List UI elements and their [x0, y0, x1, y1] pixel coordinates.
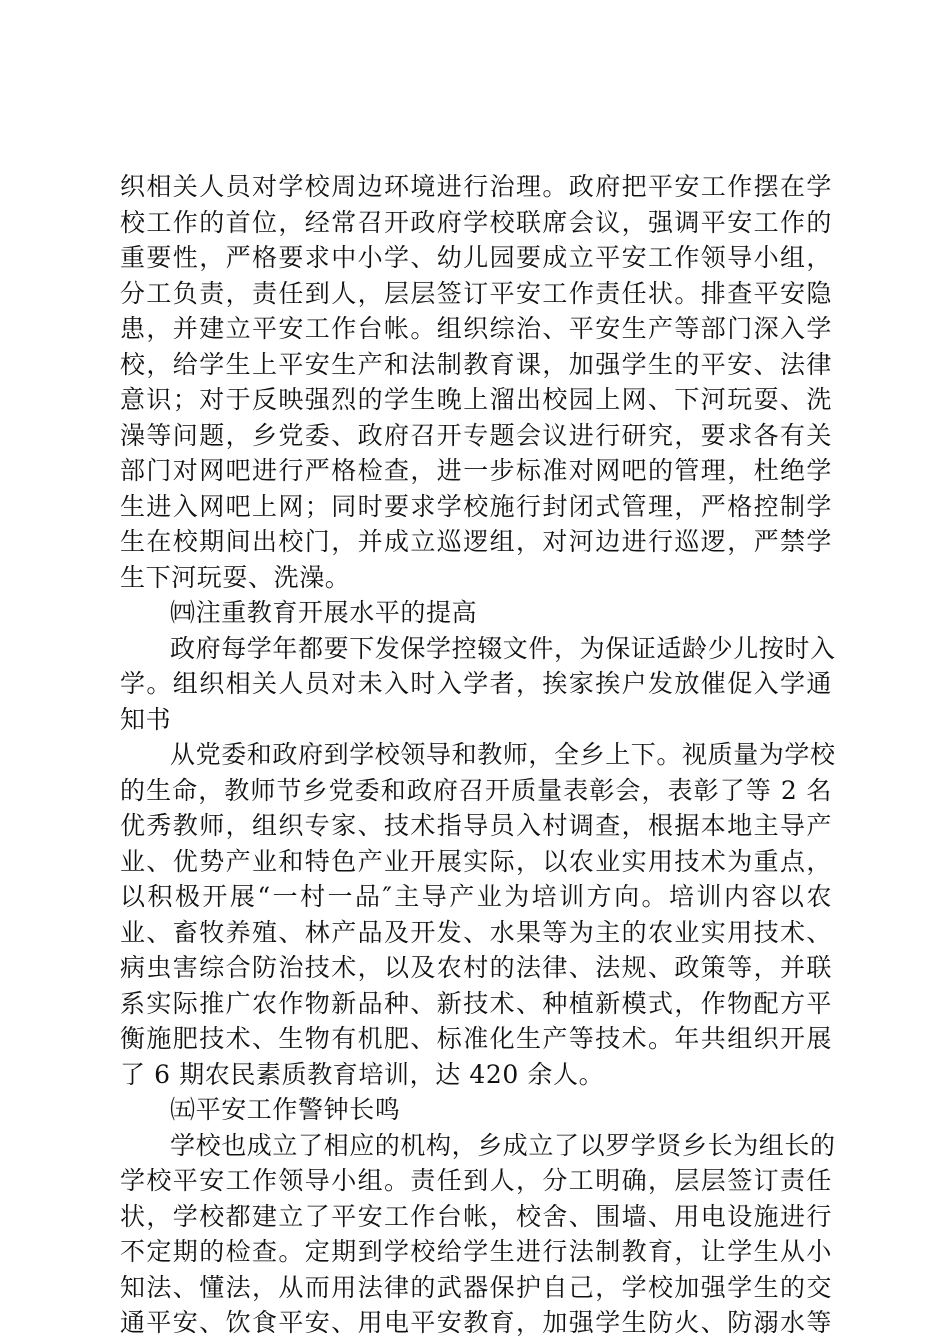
text-line: 知法、懂法，从而用法律的武器保护自己，学校加强学生的交 — [120, 1272, 832, 1302]
text-line: 不定期的检查。定期到学校给学生进行法制教育，让学生从小 — [120, 1237, 832, 1266]
text-line: 学校平安工作领导小组。责任到人，分工明确，层层签订责任 — [120, 1166, 832, 1195]
text-line: 以积极开展“一村一品″主导产业为培训方向。培训内容以农 — [120, 882, 832, 911]
text-line: 生下河玩耍、洗澡。 — [120, 562, 351, 592]
text-line: 分工负责，责任到人，层层签订平安工作责任状。排查平安隐 — [120, 278, 832, 308]
text-line: 优秀教师，组织专家、技术指导员入村调查，根据本地主导产 — [120, 811, 832, 840]
text-line: 部门对网吧进行严格检查，进一步标准对网吧的管理，杜绝学 — [120, 456, 832, 485]
text-line: 生进入网吧上网；同时要求学校施行封闭式管理，严格控制学 — [120, 491, 832, 521]
text-line: 政府每学年都要下发保学控辍文件，为保证适龄少儿按时入 — [170, 633, 836, 663]
text-line: 生在校期间出校门，并成立巡逻组，对河边进行巡逻，严禁学 — [120, 527, 832, 556]
text-line: 从党委和政府到学校领导和教师，全乡上下。视质量为学校 — [170, 740, 836, 769]
text-line: ㈣注重教育开展水平的提高 — [170, 598, 478, 627]
text-line: ㈤平安工作警钟长鸣 — [170, 1095, 401, 1124]
text-line: 校工作的首位，经常召开政府学校联席会议，强调平安工作的 — [120, 207, 832, 237]
text-line: 学校也成立了相应的机构，乡成立了以罗学贤乡长为组长的 — [170, 1130, 836, 1160]
text-line: 澡等问题，乡党委、政府召开专题会议进行研究，要求各有关 — [120, 420, 832, 450]
text-line: 系实际推广农作物新品种、新技术、种植新模式，作物配方平 — [120, 988, 832, 1018]
body-text — [120, 169, 836, 1341]
text-line: 织相关人员对学校周边环境进行治理。政府把平安工作摆在学 — [120, 172, 832, 201]
text-line: 意识；对于反映强烈的学生晚上溜出校园上网、下河玩耍、洗 — [120, 385, 832, 414]
text-line: 病虫害综合防治技术，以及农村的法律、法规、政策等，并联 — [120, 953, 832, 982]
text-line: 业、畜牧养殖、林产品及开发、水果等为主的农业实用技术、 — [120, 917, 832, 947]
text-line: 的生命，教师节乡党委和政府召开质量表彰会，表彰了等 2 名 — [120, 775, 832, 805]
text-line: 业、优势产业和特色产业开展实际，以农业实用技术为重点， — [120, 846, 832, 876]
text-line: 患，并建立平安工作台帐。组织综治、平安生产等部门深入学 — [120, 314, 832, 343]
text-line: 状，学校都建立了平安工作台帐，校舍、围墙、用电设施进行 — [120, 1201, 832, 1231]
text-line: 重要性，严格要求中小学、幼儿园要成立平安工作领导小组， — [120, 243, 832, 272]
text-line: 衡施肥技术、生物有机肥、标准化生产等技术。年共组织开展 — [120, 1024, 832, 1053]
text-line: 通平安、饮食平安、用电平安教育，加强学生防火、防溺水等 — [120, 1308, 832, 1337]
text-line: 学。组织相关人员对未入时入学者，挨家挨户发放催促入学通 — [120, 669, 832, 698]
text-line: 了 6 期农民素质教育培训，达 420 余人。 — [120, 1059, 605, 1089]
text-line: 校，给学生上平安生产和法制教育课，加强学生的平安、法律 — [120, 349, 832, 379]
text-line: 知书 — [120, 704, 172, 734]
